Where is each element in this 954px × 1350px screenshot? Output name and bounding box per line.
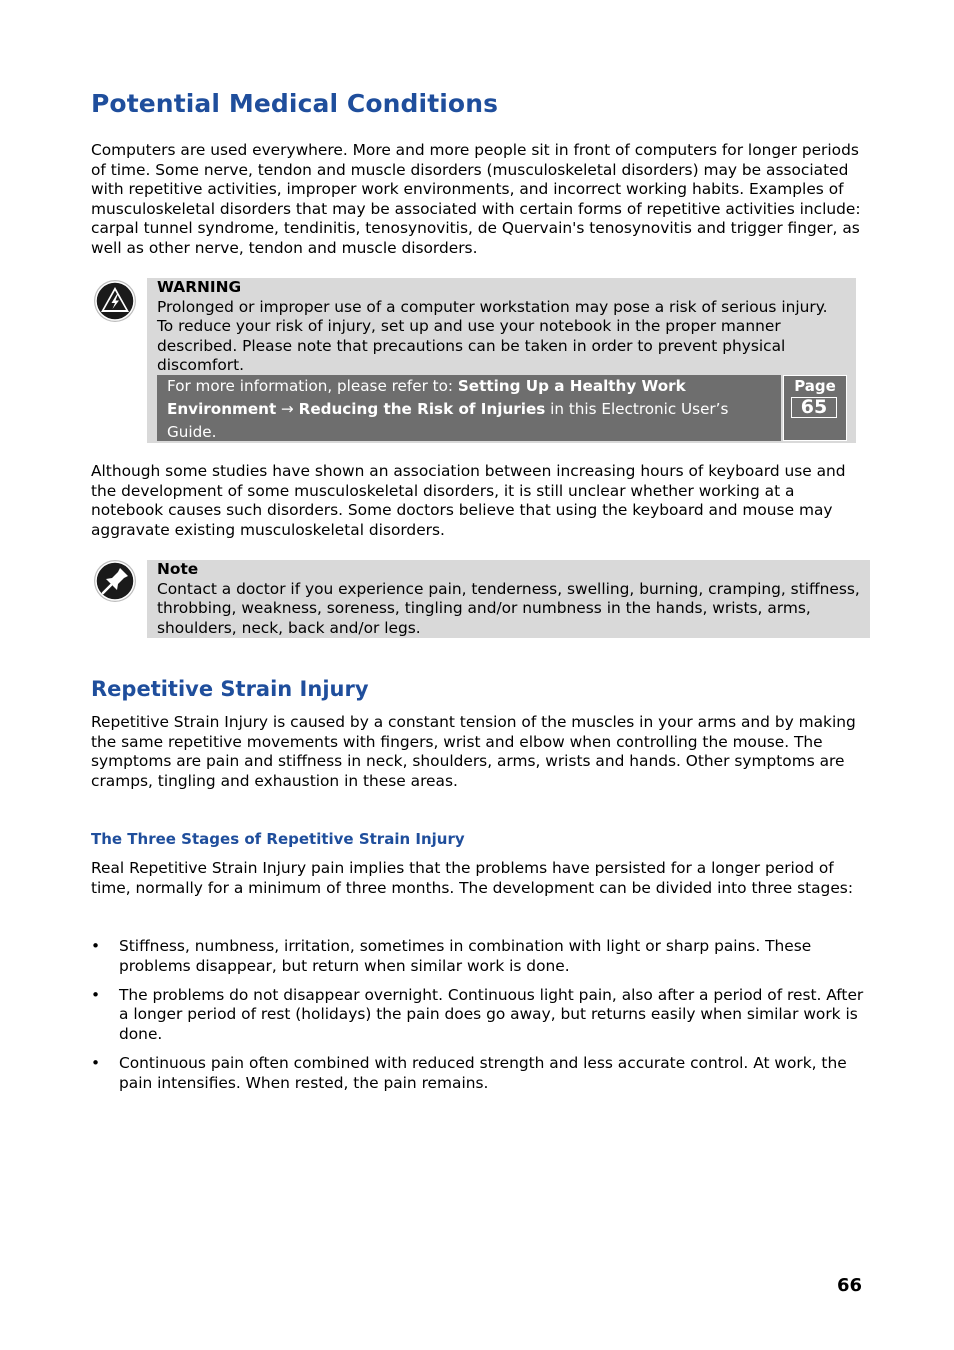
page-reference-number: 65 bbox=[791, 397, 837, 418]
reference-prefix: For more information, please refer to: bbox=[167, 377, 458, 395]
page-reference-box[interactable] bbox=[783, 375, 847, 441]
bullet-icon: • bbox=[91, 985, 101, 1004]
reference-link-reducing-risk[interactable]: Reducing the Risk of Injuries bbox=[298, 400, 546, 418]
bullet-icon: • bbox=[91, 937, 101, 955]
list-item bbox=[91, 986, 871, 1045]
note-title: Note bbox=[157, 560, 199, 578]
note-body: Contact a doctor if you experience pain, tenderness, swelling, burning, cramping, stiffness, throbbing, weakness, soreness, tingling and/or numbness in the hands, wrists, arms, shoulders, neck, back and/or legs. bbox=[157, 579, 860, 637]
list-item bbox=[91, 937, 871, 976]
warning-lightning-icon bbox=[93, 279, 137, 323]
subsection-heading-stages: The Three Stages of Repetitive Strain Injury bbox=[91, 830, 465, 848]
stages-intro-paragraph: Real Repetitive Strain Injury pain implies that the problems have persisted for a longer period of time, normally for a minimum of three months. The development can be divided into three stages: bbox=[91, 859, 854, 897]
bullet-icon: • bbox=[91, 1054, 101, 1073]
reference-suffix: in this Electronic User’s Guide. bbox=[167, 400, 729, 441]
reference-box bbox=[157, 375, 781, 441]
reference-arrow: → bbox=[276, 400, 299, 418]
intro-paragraph: Computers are used everywhere. More and more people sit in front of computers for longer periods of time. Some nerve, tendon and muscle disorders (musculoskeletal disorders) may be associated with repetitive activities, improper work environments, and incorrect working habits. Examples of musculoskeletal disorders that may be associated with certain forms of repetitive activities include: carpal tunnel syndrome, tendinitis, tenosynovitis, de Quervain's tenosynovitis and trigger finger, as well as other nerve, tendon and muscle disorders. bbox=[91, 141, 861, 257]
list-item bbox=[91, 1054, 871, 1093]
list-item-text: Continuous pain often combined with reduced strength and less accurate control. At work, the pain intensifies. When rested, the pain remains. bbox=[119, 1054, 847, 1092]
list-item-text: Stiffness, numbness, irritation, sometimes in combination with light or sharp pains. These problems disappear, but return when similar work is done. bbox=[119, 937, 812, 975]
note-callout bbox=[147, 560, 870, 638]
warning-body: Prolonged or improper use of a computer workstation may pose a risk of serious injury. To reduce your risk of injury, set up and use your notebook in the proper manner described. Please note that precautions can be taken in order to prevent physical discomfort. bbox=[157, 297, 828, 375]
page-number: 66 bbox=[836, 1275, 862, 1296]
section-heading-rsi: Repetitive Strain Injury bbox=[91, 677, 369, 701]
studies-paragraph: Although some studies have shown an association between increasing hours of keyboard use and the development of some musculoskeletal disorders, it is still unclear whether working at a notebook causes such disorders. Some doctors believe that using the keyboard and mouse may aggravate existing musculoskeletal disorders. bbox=[91, 462, 846, 539]
page-title: Potential Medical Conditions bbox=[91, 89, 499, 118]
note-pin-icon bbox=[93, 559, 137, 603]
warning-title: WARNING bbox=[157, 278, 242, 296]
page-reference-label: Page bbox=[794, 377, 836, 395]
reference-link-setup[interactable]: Setting Up a Healthy Work Environment bbox=[167, 377, 686, 418]
list-item-text: The problems do not disappear overnight. Continuous light pain, also after a period of rest. After a longer period of rest (holidays) the pain does go away, but returns easily when similar work is done. bbox=[119, 985, 864, 1043]
stages-list bbox=[91, 937, 871, 1103]
rsi-paragraph: Repetitive Strain Injury is caused by a constant tension of the muscles in your arms and by making the same repetitive movements with fingers, wrist and elbow when controlling the mouse. The symptoms are pain and stiffness in neck, shoulders, arms, wrists and hands. Other symptoms are cramps, tingling and exhaustion in these areas. bbox=[91, 713, 856, 790]
